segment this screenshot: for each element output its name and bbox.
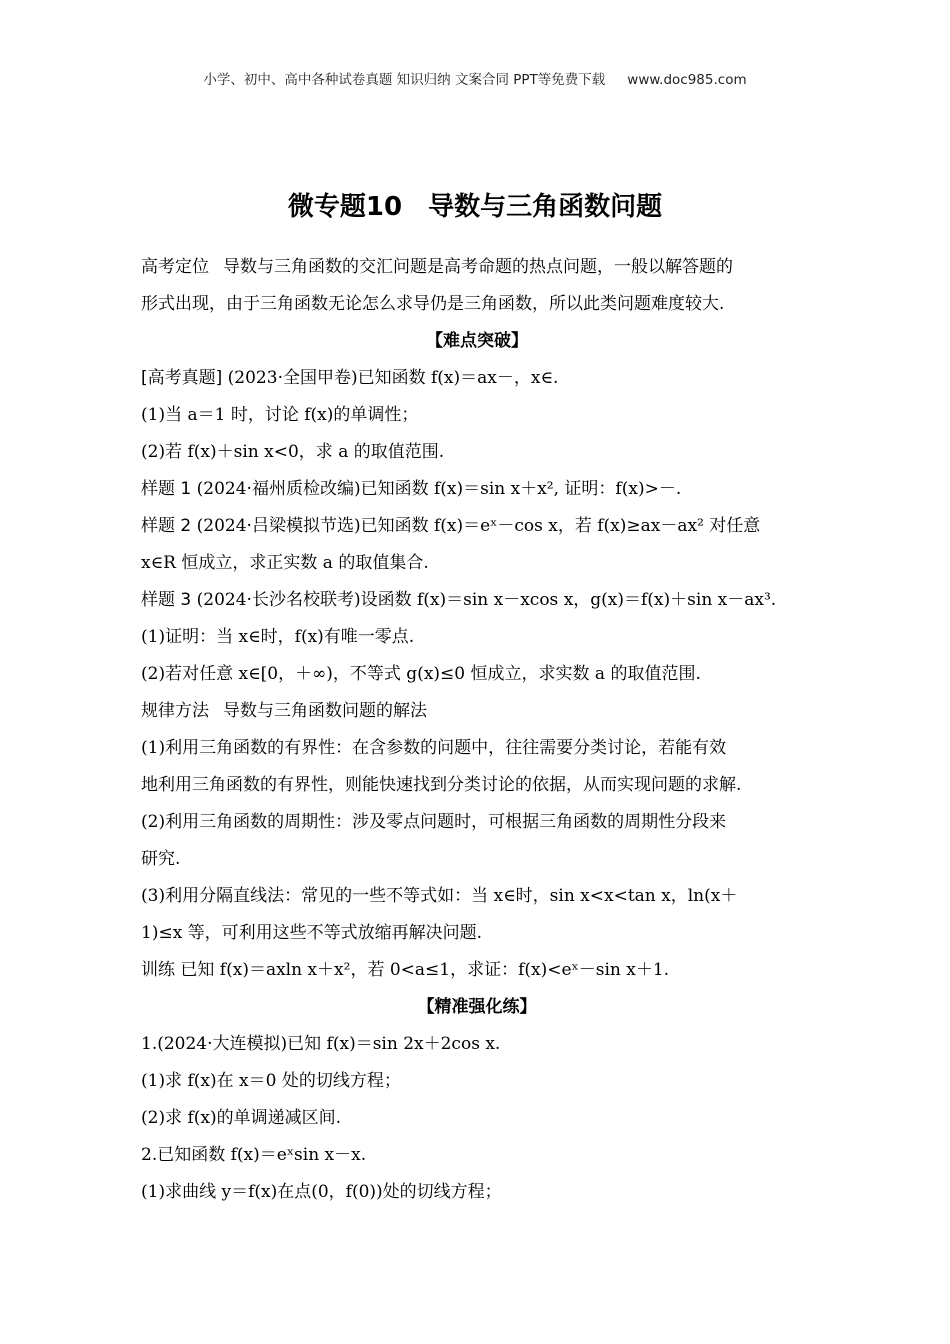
gaokao-tag: [高考真题]: [141, 368, 223, 388]
document-body: [141, 252, 813, 1214]
method-line-3: (2)利用三角函数的周期性：涉及零点问题时，可根据三角函数的周期性分段来: [141, 812, 727, 832]
sample-3-q1: (1)证明：当 x∈时，f(x)有唯一零点.: [141, 627, 415, 647]
section-heading-difficulty: 【难点突破】: [426, 331, 528, 351]
training: 训练 已知 f(x)＝axln x＋x²，若 0<a≤1，求证：f(x)<eˣ－sin x＋1.: [141, 960, 670, 980]
method-line-6: 1)≤x 等，可利用这些不等式放缩再解决问题.: [141, 923, 483, 943]
exercise-line: 1.(2024·大连模拟)已知 f(x)＝sin 2x＋2cos x.: [141, 1034, 501, 1054]
method-line-4: 研究.: [141, 849, 181, 869]
method-line-5: (3)利用分隔直线法：常见的一些不等式如：当 x∈时，sin x<x<tan x，ln(x＋: [141, 886, 738, 906]
method-line-1: (1)利用三角函数的有界性：在含参数的问题中，往往需要分类讨论，若能有效: [141, 738, 727, 758]
gaokao-problem: [高考真题] (2023·全国甲卷)已知函数 f(x)＝ax－，x∈.: [141, 368, 559, 388]
sample-2-label: 样题 2: [141, 516, 192, 536]
page-title: 微专题10 导数与三角函数问题: [287, 192, 663, 222]
sample-2-line-1: 样题 2 (2024·吕梁模拟节选)已知函数 f(x)＝eˣ－cos x，若 f(x)≥ax－ax² 对任意: [141, 516, 761, 536]
sample-1-label: 样题 1: [141, 479, 192, 499]
intro-line-2: 形式出现，由于三角函数无论怎么求导仍是三角函数，所以此类问题难度较大.: [141, 294, 725, 314]
exercise-line: (1)求曲线 y＝f(x)在点(0，f(0))处的切线方程；: [141, 1182, 502, 1202]
exercise-line: 2.已知函数 f(x)＝eˣsin x－x.: [141, 1145, 367, 1165]
gaokao-q2: (2)若 f(x)＋sin x<0，求 a 的取值范围.: [141, 442, 445, 462]
method-label: 规律方法: [141, 701, 209, 721]
method-line-2: 地利用三角函数的有界性，则能快速找到分类讨论的依据，从而实现问题的求解.: [141, 775, 742, 795]
section-heading-practice: 【精准强化练】: [417, 997, 537, 1017]
exercise-line: (2)求 f(x)的单调递减区间.: [141, 1108, 342, 1128]
training-label: 训练: [141, 960, 175, 980]
intro-label: 高考定位: [141, 257, 209, 277]
sample-3-q2: (2)若对任意 x∈[0，＋∞)，不等式 g(x)≤0 恒成立，求实数 a 的取值范围.: [141, 664, 701, 684]
intro-line-1: 高考定位 导数与三角函数的交汇问题是高考命题的热点问题，一般以解答题的: [141, 257, 733, 277]
page-header: [0, 68, 950, 88]
gaokao-q1: (1)当 a＝1 时，讨论 f(x)的单调性；: [141, 405, 419, 425]
header-text: 小学、初中、高中各种试卷真题 知识归纳 文案合同 PPT等免费下载: [203, 72, 606, 88]
sample-3-label: 样题 3: [141, 590, 192, 610]
sample-1: 样题 1 (2024·福州质检改编)已知函数 f(x)＝sin x＋x², 证明：f(x)>－.: [141, 479, 682, 499]
sample-2-line-2: x∈R 恒成立，求正实数 a 的取值集合.: [141, 553, 429, 573]
method-heading: 规律方法 导数与三角函数问题的解法: [141, 701, 427, 721]
sample-3: 样题 3 (2024·长沙名校联考)设函数 f(x)＝sin x－xcos x，g(x)＝f(x)＋sin x－ax³.: [141, 590, 777, 610]
exercise-line: (1)求 f(x)在 x＝0 处的切线方程；: [141, 1071, 401, 1091]
header-url[interactable]: www.doc985.com: [627, 72, 747, 88]
